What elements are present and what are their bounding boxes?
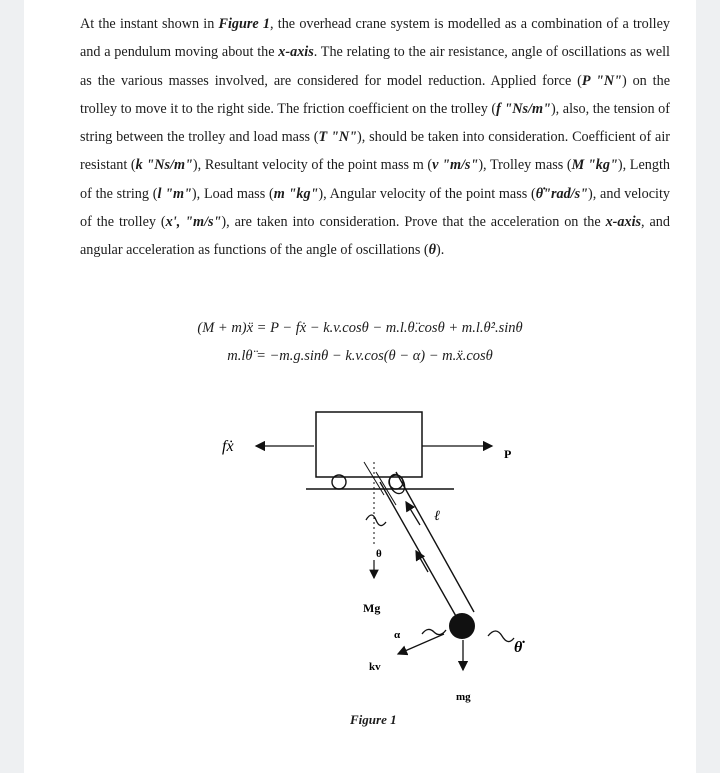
friction-label: fẋ: [222, 438, 234, 455]
theta-label: θ: [376, 548, 382, 560]
trolley-box: [316, 412, 422, 477]
angular-velocity-label: θ̇: [514, 639, 523, 656]
load-weight-label: mg: [456, 691, 471, 703]
pendulum-string-outer: [396, 472, 474, 612]
problem-paragraph: At the instant shown in Figure 1, the overhead crane system is modelled as a combination of a trolley and a pendulum moving about the x-axis. The relating to the air resistance, angle of oscillations as well as the various masses involved, are considered for model reduction. Applied force (P "N") on the trolley to move it to the right side. The friction coefficient on the trolley (f "Ns/m"), also, the tension of string between the trolley and load mass (T "N"), should be taken into consideration. Coefficient of air resistant (k "Ns/m"), Resultant velocity of the point mass m (v "m/s"), Trolley mass (M "kg"), Length of the string (l "m"), Load mass (m "kg"), Angular velocity of the point mass (θ̇"rad/s"), and velocity of the trolley (x', "m/s"), are taken into consideration. Prove that the acceleration on the x-axis, and angular acceleration as functions of the angle of oscillations (θ).: [80, 16, 670, 259]
tension-arrow-upper: [406, 502, 420, 525]
document-page: [24, 0, 696, 773]
alpha-label: α: [394, 629, 401, 641]
tension-symbol: [366, 515, 386, 526]
angular-velocity-symbol: [488, 631, 514, 642]
trolley-weight-label: Mg: [363, 601, 381, 615]
drag-label: kv: [369, 661, 381, 673]
figure-reference: Figure 1: [218, 16, 271, 32]
tension-arrow: [416, 551, 428, 572]
pendulum-string: [380, 482, 461, 625]
equation-angular-acceleration: m.lθ̈ = −m.g.sinθ − k.v.cos(θ − α) − m.ẍ.cosθ: [227, 348, 493, 364]
length-label: ℓ: [434, 509, 440, 524]
drag-arrow: [398, 634, 444, 654]
force-label: P: [504, 447, 512, 461]
equation-x-acceleration: (M + m)ẍ = P − fẋ − k.v.cosθ − m.l.θ̈.cosθ + m.l.θ̇².sinθ: [197, 320, 523, 336]
load-mass: [449, 613, 475, 639]
crane-diagram: [24, 0, 696, 773]
figure-caption: Figure 1: [350, 712, 397, 727]
drag-squiggle: [422, 629, 446, 634]
